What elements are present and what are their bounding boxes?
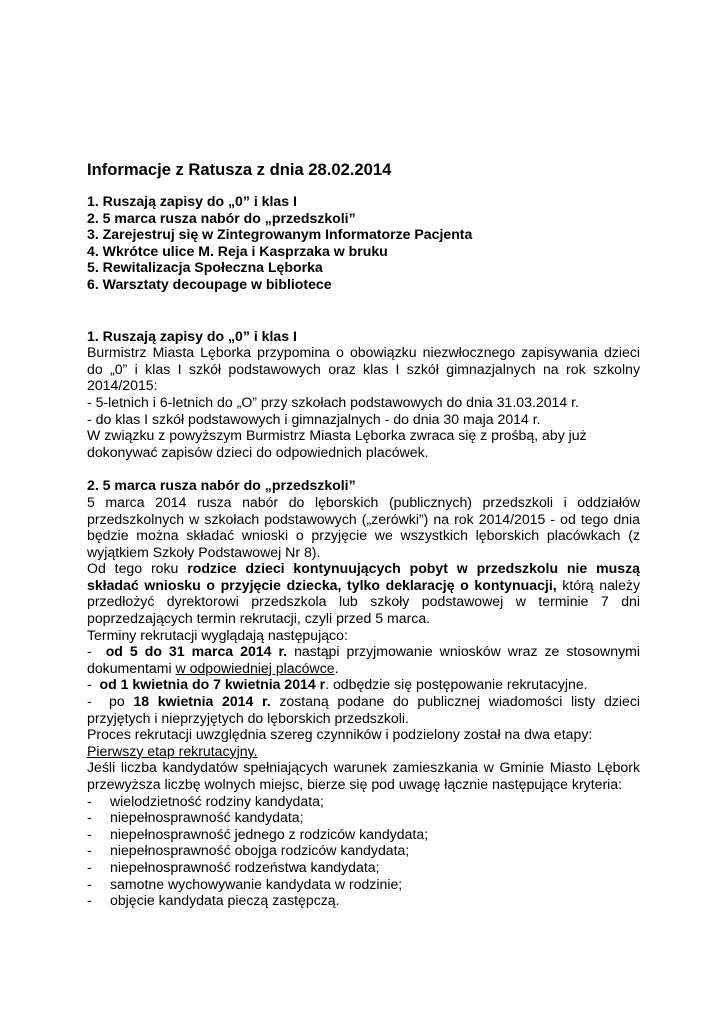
list-item: - niepełnosprawność kandydata; (87, 809, 304, 826)
toc-item: 6. Warsztaty decoupage w bibliotece (87, 275, 332, 292)
section-2-paragraph: Jeśli liczba kandydatów spełniających warunek zamieszkania w Gminie Miasto Lębork przewyższa liczbę wolnych miejsc, bierze się pod uwagę łącznie następujące kryteria: (87, 759, 640, 792)
section-2-paragraph: 5 marca 2014 rusza nabór do lęborskich (publicznych) przedszkoli i oddziałów przedszkolnych w szkołach podstawowych („zerówki”) na rok 2014/2015 - od tego dnia będzie można składać wnioski o przyjęcie we wszystkich lęborskich placówkach (z wyjątkiem Szkoły Podstawowej Nr 8). (87, 493, 640, 560)
section-1-paragraph: W związku z powyższym Burmistrz Miasta Lęborka zwraca się z prośbą, aby już dokonywać zapisów dzieci do odpowiednich placówek. (87, 427, 587, 460)
list-item: - objęcie kandydata pieczą zastępczą. (87, 892, 340, 909)
section-1-paragraph: Burmistrz Miasta Lęborka przypomina o obowiązku niezwłocznego zapisywania dzieci do „0” i klas I szkół podstawowych oraz klas I szkół gimnazjalnych na rok szkolny 2014/2015: (87, 344, 640, 394)
section-1-list-item: - do klas I szkół podstawowych i gimnazjalnych - do dnia 30 maja 2014 r. (87, 410, 541, 427)
list-item: - niepełnosprawność rodzeństwa kandydata; (87, 858, 380, 875)
section-2-paragraph: Od tego roku rodzice dzieci kontynuujących pobyt w przedszkolu nie muszą składać wniosku o przyjęcie dziecka, tylko deklarację o kontynuacji, którą należy przedłożyć dyrektorowi przedszkola lub szkoły podstawowej w terminie 7 dni poprzedzających termin rekrutacji, czyli przed 5 marca. (87, 560, 641, 627)
section-2-paragraph: Terminy rekrutacji wyglądają następująco: (87, 626, 348, 643)
stage-heading: Pierwszy etap rekrutacyjny. (87, 742, 258, 759)
term-item: - po 18 kwietnia 2014 r. zostaną podane do publicznej wiadomości listy dzieci przyjętych i nieprzyjętych do lęborskich przedszkoli. (87, 693, 640, 726)
section-1-heading: 1. Ruszają zapisy do „0” i klas I (87, 327, 297, 344)
section-2-paragraph: Proces rekrutacji uwzględnia szereg czynników i podzielony został na dwa etapy: (87, 726, 593, 743)
section-1 (87, 328, 640, 461)
bold-text: rodzice dzieci kontynuujących pobyt w przedszkolu nie muszą składać wniosku o przyjęcie dziecka, tylko deklarację o kontynuacji, (87, 560, 640, 593)
list-item: - samotne wychowywanie kandydata w rodzinie; (87, 875, 403, 892)
toc-item: 4. Wkrótce ulice M. Reja i Kasprzaka w bruku (87, 242, 388, 259)
toc-item: 2. 5 marca rusza nabór do „przedszkoli” (87, 209, 356, 226)
list-item: - niepełnosprawność obojga rodziców kandydata; (87, 842, 410, 859)
toc-item: 1. Ruszają zapisy do „0” i klas I (87, 193, 297, 209)
criteria-list (87, 793, 640, 909)
list-item: - wielodzietność rodziny kandydata; (87, 792, 324, 809)
term-item: - od 5 do 31 marca 2014 r. nastąpi przyjmowanie wniosków wraz ze stosownymi dokumentami w odpowiedniej placówce. (87, 643, 640, 676)
toc-item: 3. Zarejestruj się w Zintegrowanym Informatorze Pacjenta (87, 226, 473, 243)
section-2-heading: 2. 5 marca rusza nabór do „przedszkoli” (87, 477, 356, 494)
term-item: - od 1 kwietnia do 7 kwietnia 2014 r. odbędzie się postępowanie rekrutacyjne. (87, 676, 588, 693)
table-of-contents (87, 193, 640, 293)
section-2 (87, 477, 640, 908)
page-title: Informacje z Ratusza z dnia 28.02.2014 (87, 160, 392, 179)
document-page (87, 160, 640, 909)
toc-item: 5. Rewitalizacja Społeczna Lęborka (87, 259, 323, 276)
section-1-list-item: - 5-letnich i 6-letnich do „O” przy szkołach podstawowych do dnia 31.03.2014 r. (87, 393, 579, 410)
list-item: - niepełnosprawność jednego z rodziców kandydata; (87, 825, 429, 842)
